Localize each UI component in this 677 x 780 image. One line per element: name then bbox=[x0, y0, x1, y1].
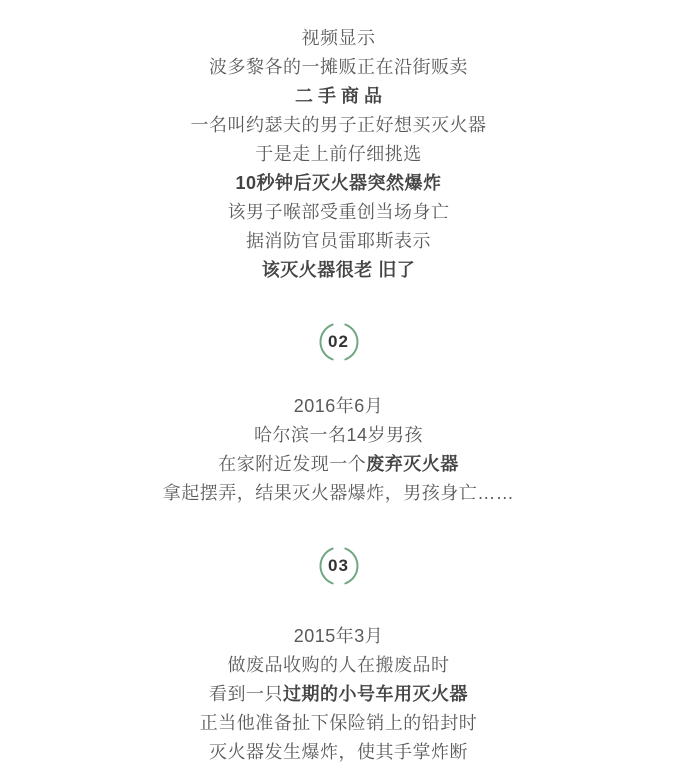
text-segment: 视频显示 bbox=[301, 28, 376, 48]
text-segment: 一名叫约瑟夫的男子正好想买灭火器 bbox=[190, 115, 487, 135]
text-segment: 看到一只 bbox=[209, 684, 283, 704]
text-line bbox=[0, 651, 677, 680]
incident-2 bbox=[0, 392, 677, 508]
text-line bbox=[0, 622, 677, 651]
text-line bbox=[0, 680, 677, 709]
text-line bbox=[0, 24, 677, 53]
text-segment: 波多黎各的一摊贩正在沿街贩卖 bbox=[209, 57, 468, 77]
text-segment: 正当他准备扯下保险销上的铅封时 bbox=[199, 713, 478, 733]
badge-number: 02 bbox=[328, 332, 349, 351]
incident-3 bbox=[0, 622, 677, 767]
text-segment: 2016年6月 bbox=[293, 396, 384, 416]
text-segment-bold: 过期的小号车用灭火器 bbox=[283, 684, 468, 704]
text-segment-bold: 该灭火器很老 旧了 bbox=[261, 260, 416, 280]
text-segment: 在家附近发现一个 bbox=[218, 454, 367, 474]
badge-number: 03 bbox=[328, 556, 349, 575]
section-badge-02 bbox=[319, 322, 359, 362]
text-segment: 于是走上前仔细挑选 bbox=[255, 144, 422, 164]
text-line bbox=[0, 738, 677, 767]
text-segment: 做废品收购的人在搬废品时 bbox=[227, 655, 450, 675]
text-segment: 灭火器发生爆炸，使其手掌炸断 bbox=[209, 742, 468, 762]
text-segment-bold: 废弃灭火器 bbox=[366, 454, 459, 474]
text-line bbox=[0, 479, 677, 508]
text-line bbox=[0, 709, 677, 738]
text-line bbox=[0, 227, 677, 256]
text-line bbox=[0, 198, 677, 227]
text-line bbox=[0, 82, 677, 111]
text-segment-bold: 10秒钟后灭火器突然爆炸 bbox=[235, 173, 442, 193]
text-line bbox=[0, 392, 677, 421]
text-segment: 据消防官员雷耶斯表示 bbox=[246, 231, 431, 251]
text-segment-bold: 二手商品 bbox=[295, 86, 387, 106]
text-line bbox=[0, 256, 677, 285]
incident-1 bbox=[0, 24, 677, 285]
text-line bbox=[0, 421, 677, 450]
text-line bbox=[0, 450, 677, 479]
section-badge-03 bbox=[319, 546, 359, 586]
text-segment: 哈尔滨一名14岁男孩 bbox=[253, 425, 424, 445]
text-line bbox=[0, 53, 677, 82]
text-segment: 该男子喉部受重创当场身亡 bbox=[227, 202, 450, 222]
text-line bbox=[0, 169, 677, 198]
text-segment: 2015年3月 bbox=[293, 626, 384, 646]
text-line bbox=[0, 111, 677, 140]
text-line bbox=[0, 140, 677, 169]
text-segment: 拿起摆弄，结果灭火器爆炸，男孩身亡…… bbox=[162, 483, 515, 503]
